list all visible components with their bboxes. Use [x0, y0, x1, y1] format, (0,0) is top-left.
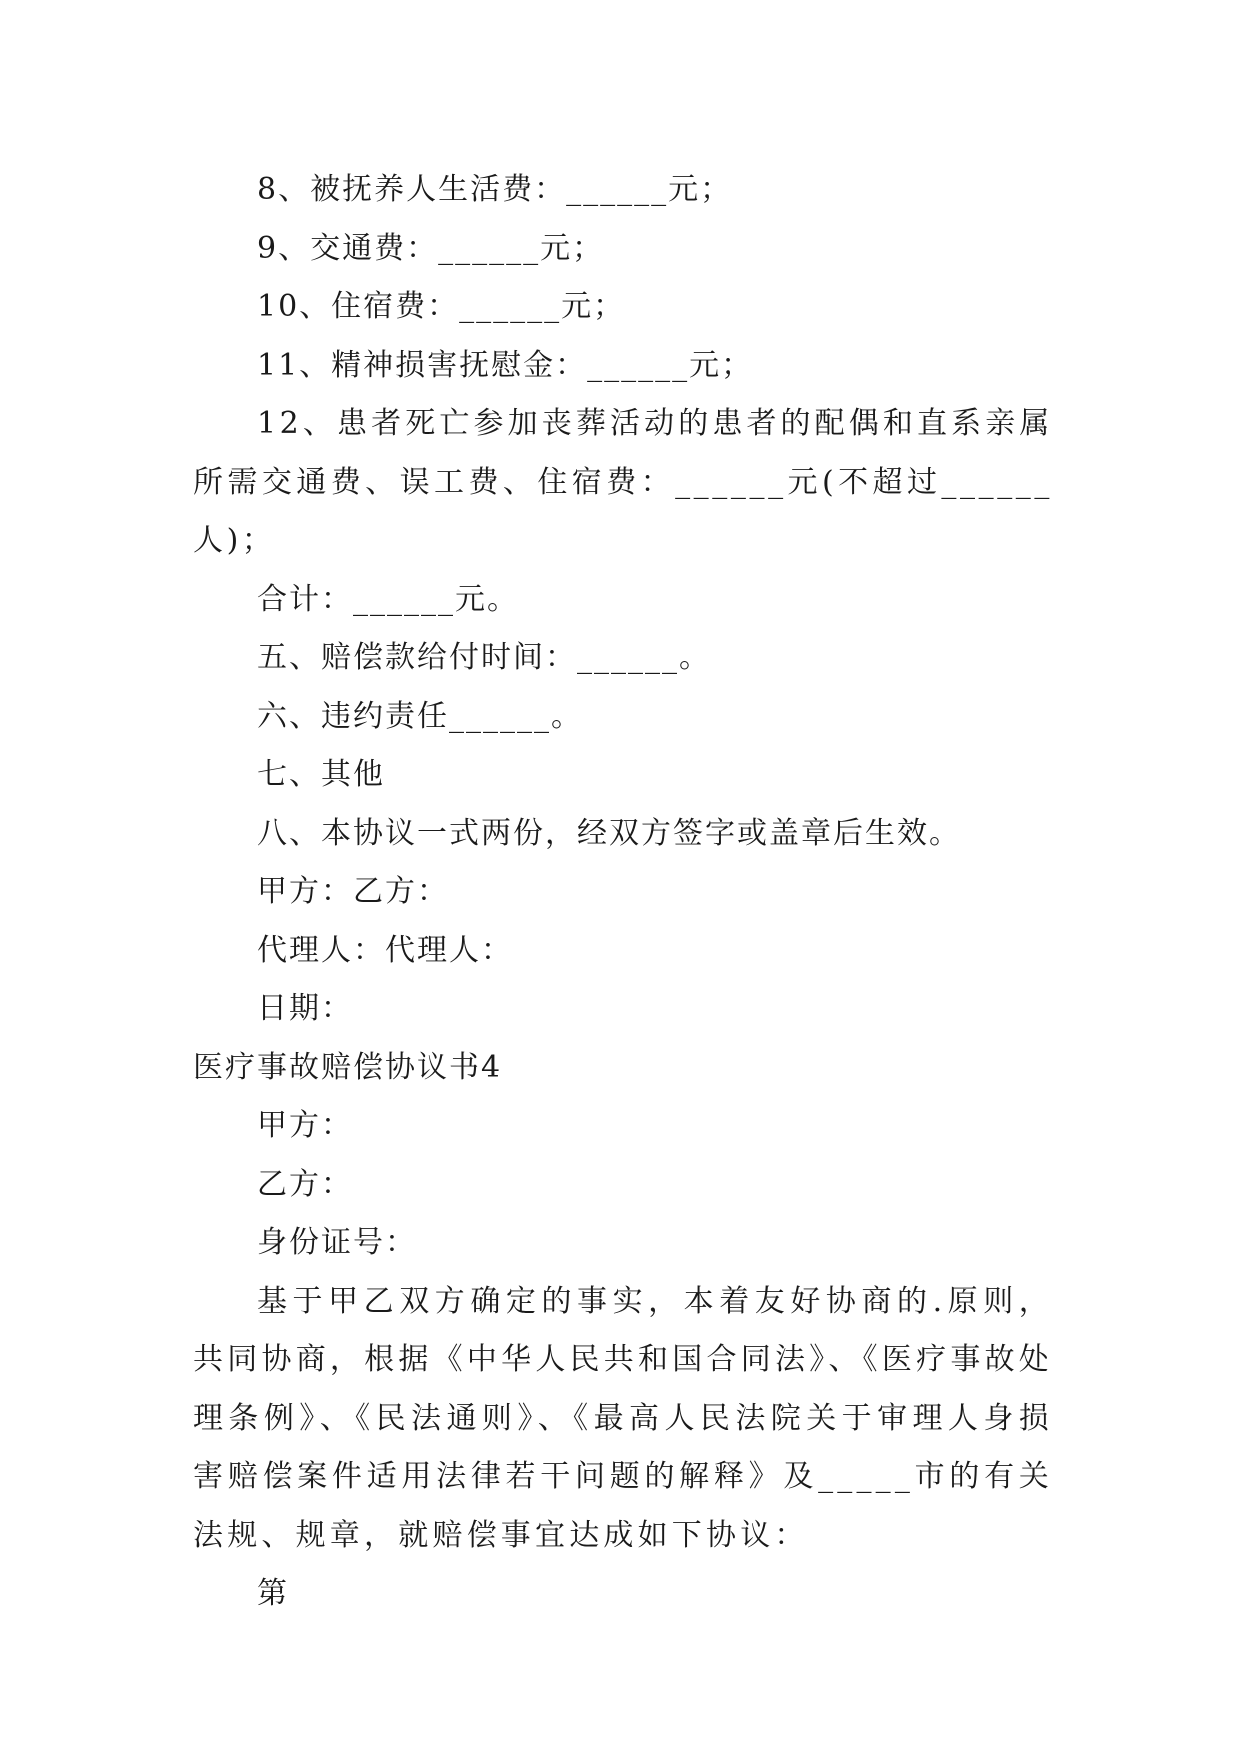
- party-a-label: 甲方：: [257, 1108, 353, 1143]
- item-12-funeral-related-costs: 12、患者死亡参加丧葬活动的患者的配偶和直系亲属所需交通费、误工费、住宿费：______元(不超过______人)；: [193, 406, 1053, 558]
- total-line: 合计：______元。: [257, 581, 519, 617]
- section-6-breach-liability: 六、违约责任______。: [257, 698, 583, 734]
- party-b-label: 乙方：: [257, 1166, 353, 1202]
- item-10-accommodation-cost: 10、住宿费：______元；: [257, 289, 626, 324]
- item-11-mental-damage-compensation: 11、精神损害抚慰金：______元；: [257, 347, 754, 383]
- section-7-other: 七、其他: [257, 757, 385, 792]
- item-8-dependent-living-cost: 8、被抚养人生活费：______元；: [257, 172, 733, 207]
- article-start: 第: [257, 1576, 289, 1611]
- section-5-payment-time: 五、赔偿款给付时间：______。: [257, 640, 711, 675]
- basis-paragraph: 基于甲乙双方确定的事实，本着友好协商的.原则，共同协商，根据《中华人民共和国合同法》、《医疗事故处理条例》、《民法通则》、《最高人民法院关于审理人身损害赔偿案件适用法律若干问题的解释》及_____市的有关法规、规章，就赔偿事宜达成如下协议：: [193, 1283, 1053, 1553]
- signature-date: 日期：: [257, 991, 353, 1026]
- signature-agents: 代理人：代理人：: [257, 932, 513, 968]
- document-body: [193, 161, 1053, 1624]
- section-8-effectiveness: 八、本协议一式两份，经双方签字或盖章后生效。: [257, 815, 961, 851]
- item-9-transport-cost: 9、交通费：______元；: [257, 230, 605, 266]
- id-number-label: 身份证号：: [257, 1225, 417, 1260]
- agreement-4-title: 医疗事故赔偿协议书4: [193, 1049, 503, 1085]
- signature-parties: 甲方：乙方：: [257, 874, 449, 909]
